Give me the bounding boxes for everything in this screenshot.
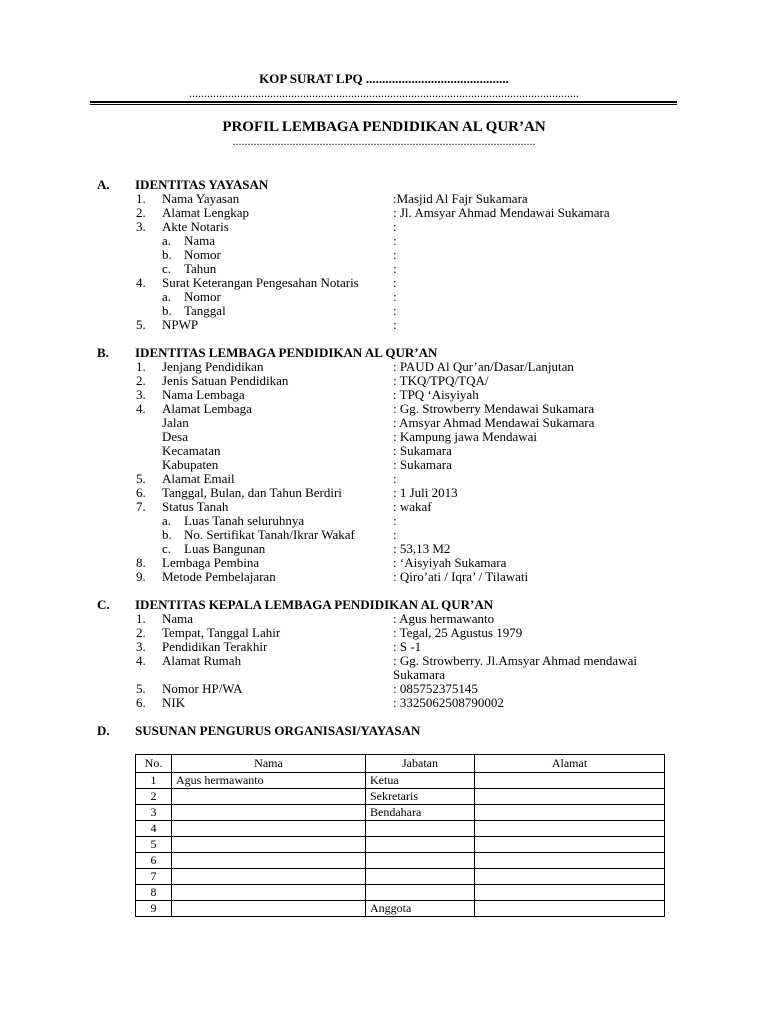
item-number: 9. <box>136 569 146 584</box>
item-number: b. <box>162 527 172 542</box>
section-letter: A. <box>97 177 110 192</box>
field-value: : <box>393 219 397 234</box>
item-number: 4. <box>136 401 146 416</box>
table-row <box>136 869 665 885</box>
table-row <box>136 901 665 917</box>
cell-nama <box>172 789 366 805</box>
page-title: PROFIL LEMBAGA PENDIDIKAN AL QUR’AN <box>222 119 546 135</box>
table-row <box>136 805 665 821</box>
field-label: Jalan <box>162 415 189 430</box>
item-number: 5. <box>136 471 146 486</box>
item-number: 2. <box>136 373 146 388</box>
col-header-jabatan: Jabatan <box>366 755 475 773</box>
item-number: b. <box>162 247 172 262</box>
field-label: Tahun <box>184 261 217 276</box>
field-label: Nomor <box>184 247 221 262</box>
cell-no: 3 <box>136 805 172 821</box>
field-value: : <box>393 471 397 486</box>
item-number: 5. <box>136 681 146 696</box>
table-row <box>136 789 665 805</box>
item-number: c. <box>162 541 172 556</box>
field-value: : 53,13 M2 <box>393 541 451 556</box>
field-value: : TKQ/TPQ/TQA/ <box>393 373 489 388</box>
cell-alamat <box>475 869 665 885</box>
field-value: : 1 Juli 2013 <box>393 485 458 500</box>
col-header-nama: Nama <box>172 755 366 773</box>
cell-jabatan <box>366 885 475 901</box>
item-number: 4. <box>136 275 146 290</box>
field-label: Luas Bangunan <box>184 541 266 556</box>
field-label: Alamat Email <box>162 471 235 486</box>
cell-alamat <box>475 773 665 789</box>
field-label: Tanggal, Bulan, dan Tahun Berdiri <box>162 485 342 500</box>
cell-jabatan: Bendahara <box>366 805 475 821</box>
item-number: c. <box>162 261 172 276</box>
field-value: : Tegal, 25 Agustus 1979 <box>393 625 523 640</box>
field-value: : <box>393 513 397 528</box>
cell-jabatan <box>366 837 475 853</box>
cell-alamat <box>475 837 665 853</box>
table-row <box>136 837 665 853</box>
cell-alamat <box>475 885 665 901</box>
cell-no: 6 <box>136 853 172 869</box>
field-label: Surat Keterangan Pengesahan Notaris <box>162 275 359 290</box>
field-label: Nomor HP/WA <box>162 681 243 696</box>
cell-nama <box>172 821 366 837</box>
item-number: 1. <box>136 359 146 374</box>
item-number: 8. <box>136 555 146 570</box>
table-row <box>136 821 665 837</box>
field-value: : Sukamara <box>393 443 452 458</box>
cell-no: 1 <box>136 773 172 789</box>
field-label: Nama <box>162 611 194 626</box>
field-label: Pendidikan Terakhir <box>162 639 268 654</box>
cell-alamat <box>475 901 665 917</box>
field-value: : S -1 <box>393 639 422 654</box>
section-letter: D. <box>97 723 110 738</box>
item-number: 3. <box>136 639 146 654</box>
item-number: a. <box>162 289 172 304</box>
item-number: 7. <box>136 499 146 514</box>
item-number: 2. <box>136 625 146 640</box>
field-value: : <box>393 275 397 290</box>
field-value: : <box>393 303 397 318</box>
field-label: Akte Notaris <box>162 219 229 234</box>
field-value: : Agus hermawanto <box>393 611 495 626</box>
field-label: Status Tanah <box>162 499 229 514</box>
kop-dots: .................................................................................................................................. <box>189 86 579 100</box>
cell-jabatan: Sekretaris <box>366 789 475 805</box>
table-row <box>136 885 665 901</box>
col-header-no: No. <box>136 755 172 773</box>
cell-no: 4 <box>136 821 172 837</box>
field-label: Kabupaten <box>162 457 219 472</box>
field-value: : <box>393 261 397 276</box>
cell-no: 5 <box>136 837 172 853</box>
field-value: : Jl. Amsyar Ahmad Mendawai Sukamara <box>393 205 610 220</box>
field-value: : <box>393 317 397 332</box>
field-label: Tanggal <box>184 303 226 318</box>
title-dots: ..................................................................................................... <box>232 134 536 148</box>
cell-no: 2 <box>136 789 172 805</box>
cell-nama <box>172 869 366 885</box>
field-value: : <box>393 233 397 248</box>
cell-alamat <box>475 789 665 805</box>
item-number: 3. <box>136 387 146 402</box>
item-number: 6. <box>136 695 146 710</box>
header-rule-thin <box>90 104 677 105</box>
field-value: : Amsyar Ahmad Mendawai Sukamara <box>393 415 595 430</box>
cell-jabatan <box>366 853 475 869</box>
cell-nama <box>172 901 366 917</box>
cell-alamat <box>475 805 665 821</box>
item-number: b. <box>162 303 172 318</box>
table-row <box>136 853 665 869</box>
cell-alamat <box>475 821 665 837</box>
field-value: : Sukamara <box>393 457 452 472</box>
field-label: Nama Yayasan <box>162 191 240 206</box>
table-header-row <box>136 755 665 773</box>
field-label: Alamat Rumah <box>162 653 242 668</box>
col-header-alamat: Alamat <box>475 755 665 773</box>
cell-jabatan: Anggota <box>366 901 475 917</box>
cell-nama <box>172 837 366 853</box>
cell-no: 9 <box>136 901 172 917</box>
cell-nama: Agus hermawanto <box>172 773 366 789</box>
section-letter: B. <box>97 345 109 360</box>
cell-jabatan: Ketua <box>366 773 475 789</box>
cell-nama <box>172 805 366 821</box>
field-label: Nomor <box>184 289 221 304</box>
field-label: Tempat, Tanggal Lahir <box>162 625 281 640</box>
section-title: IDENTITAS KEPALA LEMBAGA PENDIDIKAN AL QUR’AN <box>135 597 494 612</box>
field-value: :Masjid Al Fajr Sukamara <box>393 191 528 206</box>
item-number: a. <box>162 513 172 528</box>
field-label: Alamat Lembaga <box>162 401 252 416</box>
field-value: : <box>393 289 397 304</box>
field-value: : PAUD Al Qur’an/Dasar/Lanjutan <box>393 359 574 374</box>
cell-nama <box>172 885 366 901</box>
cell-no: 7 <box>136 869 172 885</box>
section-letter: C. <box>97 597 110 612</box>
item-number: a. <box>162 233 172 248</box>
pengurus-table <box>135 754 665 917</box>
kop-surat: KOP SURAT LPQ ............................................ <box>259 71 509 86</box>
field-value: : Gg. Strowberry Mendawai Sukamara <box>393 401 595 416</box>
item-number: 4. <box>136 653 146 668</box>
field-value: : Qiro’ati / Iqra’ / Tilawati <box>393 569 529 584</box>
cell-jabatan <box>366 821 475 837</box>
field-label: Luas Tanah seluruhnya <box>184 513 305 528</box>
field-value: : Gg. Strowberry. Jl.Amsyar Ahmad mendawai <box>393 653 637 668</box>
cell-alamat <box>475 853 665 869</box>
field-label: Jenis Satuan Pendidikan <box>162 373 289 388</box>
field-value: : wakaf <box>393 499 432 514</box>
field-label: NIK <box>162 695 186 710</box>
table-row <box>136 773 665 789</box>
field-value: : <box>393 247 397 262</box>
item-number: 3. <box>136 219 146 234</box>
item-number: 5. <box>136 317 146 332</box>
field-label: Desa <box>162 429 188 444</box>
field-value: : Kampung jawa Mendawai <box>393 429 538 444</box>
item-number: 1. <box>136 191 146 206</box>
cell-jabatan <box>366 869 475 885</box>
cell-no: 8 <box>136 885 172 901</box>
field-value: : TPQ ‘Aisyiyah <box>393 387 479 402</box>
field-label: Nama <box>184 233 216 248</box>
field-label: Lembaga Pembina <box>162 555 260 570</box>
header-rule-thick <box>90 101 677 103</box>
field-label: Metode Pembelajaran <box>162 569 276 584</box>
field-label: Alamat Lengkap <box>162 205 249 220</box>
section-title: SUSUNAN PENGURUS ORGANISASI/YAYASAN <box>135 723 421 738</box>
cell-nama <box>172 853 366 869</box>
item-number: 6. <box>136 485 146 500</box>
field-label: No. Sertifikat Tanah/Ikrar Wakaf <box>184 527 355 542</box>
field-value: : ‘Aisyiyah Sukamara <box>393 555 507 570</box>
section-title: IDENTITAS YAYASAN <box>135 177 269 192</box>
field-label: NPWP <box>162 317 199 332</box>
item-number: 2. <box>136 205 146 220</box>
field-value: : 085752375145 <box>393 681 478 696</box>
field-value: : <box>393 527 397 542</box>
field-value: : 3325062508790002 <box>393 695 504 710</box>
field-value: Sukamara <box>393 667 445 682</box>
section-title: IDENTITAS LEMBAGA PENDIDIKAN AL QUR’AN <box>135 345 438 360</box>
field-label: Kecamatan <box>162 443 221 458</box>
field-label: Jenjang Pendidikan <box>162 359 264 374</box>
item-number: 1. <box>136 611 146 626</box>
field-label: Nama Lembaga <box>162 387 245 402</box>
